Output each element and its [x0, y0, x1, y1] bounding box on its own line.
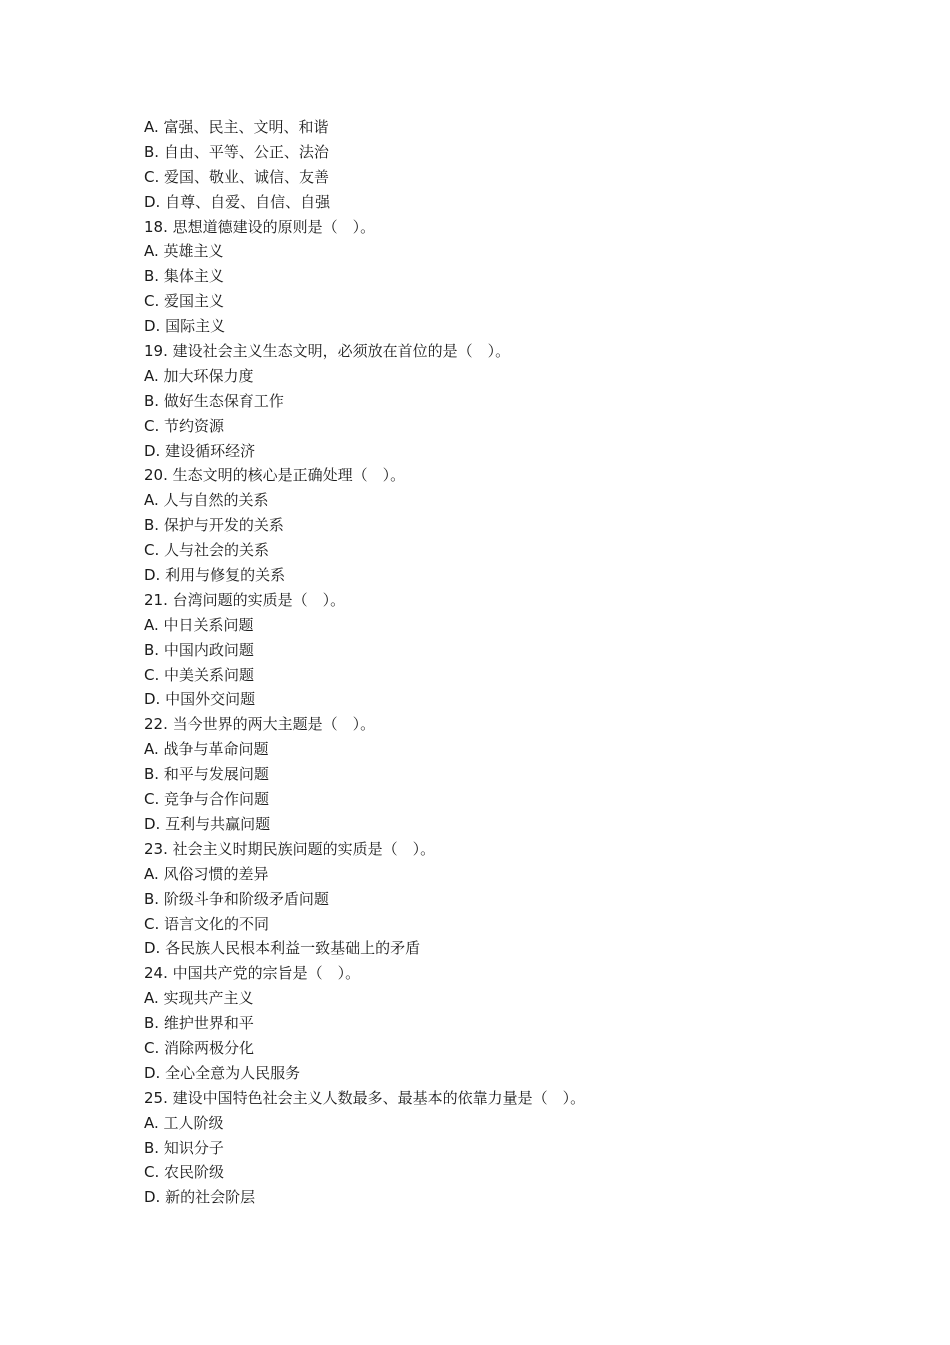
question-stem: 22. 当今世界的两大主题是（ ）。: [144, 715, 376, 734]
question-stem: 20. 生态文明的核心是正确处理（ ）。: [144, 466, 406, 485]
option-a: A. 富强、民主、文明、和谐: [144, 118, 329, 136]
option-d: D. 中国外交问题: [144, 690, 256, 709]
option-b: B. 维护世界和平: [144, 1014, 254, 1033]
carryover-options: [144, 115, 844, 215]
option-d: D. 建设循环经济: [144, 441, 256, 460]
question-25: [144, 1086, 844, 1210]
option-c: C. 中美关系问题: [144, 665, 255, 684]
option-d: D. 全心全意为人民服务: [144, 1063, 301, 1082]
question-21: [144, 588, 844, 712]
option-b: B. 自由、平等、公正、法治: [144, 142, 329, 161]
option-a: A. 实现共产主义: [144, 989, 254, 1008]
option-c: C. 竞争与合作问题: [144, 790, 270, 809]
option-c: C. 节约资源: [144, 416, 225, 435]
option-d: D. 利用与修复的关系: [144, 566, 286, 585]
option-d: D. 互利与共赢问题: [144, 814, 271, 833]
question-list: [144, 115, 844, 1210]
option-c: C. 爱国、敬业、诚信、友善: [144, 167, 330, 186]
option-a: A. 加大环保力度: [144, 366, 254, 385]
question-stem: 23. 社会主义时期民族问题的实质是（ ）。: [144, 839, 436, 858]
option-a: A. 英雄主义: [144, 242, 224, 261]
option-d: D. 各民族人民根本利益一致基础上的矛盾: [144, 939, 421, 958]
question-24: [144, 961, 844, 1085]
question-stem: 24. 中国共产党的宗旨是（ ）。: [144, 964, 361, 983]
option-c: C. 语言文化的不同: [144, 914, 270, 933]
question-stem: 18. 思想道德建设的原则是（ ）。: [144, 217, 376, 236]
option-c: C. 消除两极分化: [144, 1038, 255, 1057]
question-19: [144, 339, 844, 463]
question-stem: 19. 建设社会主义生态文明，必须放在首位的是（ ）。: [144, 342, 511, 361]
option-d: D. 新的社会阶层: [144, 1188, 256, 1207]
option-a: A. 中日关系问题: [144, 615, 254, 634]
question-18: [144, 215, 844, 339]
option-b: B. 知识分子: [144, 1138, 224, 1157]
question-stem: 21. 台湾问题的实质是（ ）。: [144, 590, 346, 609]
option-b: B. 和平与发展问题: [144, 765, 269, 784]
option-c: C. 爱国主义: [144, 292, 225, 311]
option-c: C. 人与社会的关系: [144, 541, 270, 560]
option-a: A. 人与自然的关系: [144, 491, 269, 510]
option-b: B. 保护与开发的关系: [144, 516, 284, 535]
option-a: A. 工人阶级: [144, 1113, 224, 1132]
option-b: B. 集体主义: [144, 267, 224, 286]
question-stem: 25. 建设中国特色社会主义人数最多、最基本的依靠力量是（ ）。: [144, 1088, 586, 1107]
option-c: C. 农民阶级: [144, 1163, 225, 1182]
question-23: [144, 837, 844, 961]
question-22: [144, 712, 844, 836]
option-d: D. 自尊、自爱、自信、自强: [144, 192, 331, 211]
option-b: B. 阶级斗争和阶级矛盾问题: [144, 889, 329, 908]
question-20: [144, 463, 844, 587]
option-b: B. 中国内政问题: [144, 640, 254, 659]
option-b: B. 做好生态保育工作: [144, 391, 284, 410]
option-a: A. 战争与革命问题: [144, 740, 269, 759]
option-d: D. 国际主义: [144, 317, 226, 336]
option-a: A. 风俗习惯的差异: [144, 864, 269, 883]
